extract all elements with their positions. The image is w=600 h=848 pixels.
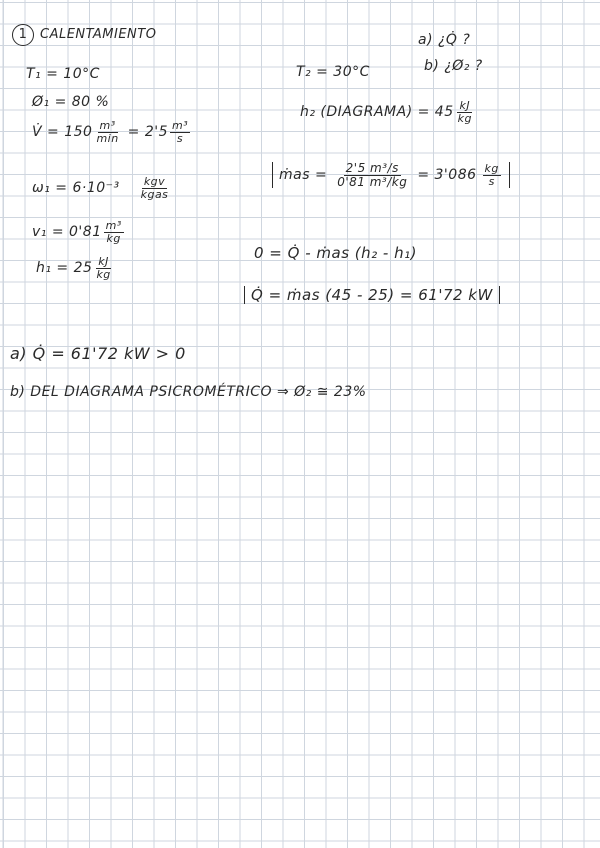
- answer-a: a) Q̇ = 61'72 kW > 0: [10, 344, 186, 363]
- omega1-unit: $\frac{\text{kgv}}{\text{kgas}}$: [140, 175, 169, 201]
- given-v1: [32, 220, 126, 244]
- heat-result: Q̇ = ṁas (45 - 25) = 61'72 kW: [244, 286, 500, 304]
- energy-balance: 0 = Q̇ - ṁas (h₂ - h₁): [254, 244, 417, 262]
- question-a: a) ¿Q̇ ?: [418, 32, 471, 48]
- vdot-unit-2: $\frac{\text{m³}}{s}$: [171, 119, 189, 145]
- vdot-lhs: V̇ = 150: [32, 124, 93, 141]
- h1-lhs: h₁ = 25: [36, 260, 93, 277]
- vdot-unit-1: $\frac{\text{m³}}{\min}$: [96, 119, 119, 145]
- omega1-lhs: ω₁ = 6·10⁻³: [32, 180, 120, 197]
- given-vdot: [32, 120, 192, 144]
- mas-eq: = 3'086: [417, 167, 477, 184]
- mas-unit: $\frac{kg}{s}$: [484, 162, 499, 188]
- right-t2: T₂ = 30°C: [296, 64, 370, 80]
- mass-flow-result: [272, 162, 510, 188]
- mas-fraction: $\frac{\text{2'5 m³/s}}{\text{0'81 m³/kg}}$: [337, 161, 408, 189]
- given-t1: T₁ = 10°C: [26, 66, 100, 82]
- v1-lhs: v₁ = 0'81: [32, 224, 102, 241]
- right-h2: [300, 100, 476, 124]
- question-b: b) ¿Ø₂ ?: [424, 58, 483, 74]
- section-title: CALENTAMIENTO: [40, 27, 157, 42]
- v1-unit: $\frac{\text{m³}}{kg}$: [105, 219, 122, 245]
- section-number: 1: [12, 24, 34, 46]
- h2-unit: $\frac{kJ}{kg}$: [457, 99, 472, 125]
- given-omega1: [32, 176, 172, 200]
- section-heading: [12, 24, 156, 46]
- h2-lhs: h₂ (DIAGRAMA) = 45: [300, 104, 454, 121]
- given-h1: [36, 256, 115, 280]
- answer-b: b) DEL DIAGRAMA PSICROMÉTRICO ⇒ Ø₂ ≅ 23%: [10, 384, 367, 400]
- vdot-eq: = 2'5: [127, 124, 168, 141]
- mas-lhs: ṁas =: [279, 167, 328, 184]
- h1-unit: $\frac{kJ}{kg}$: [96, 255, 111, 281]
- given-phi1: Ø₁ = 80 %: [32, 94, 110, 110]
